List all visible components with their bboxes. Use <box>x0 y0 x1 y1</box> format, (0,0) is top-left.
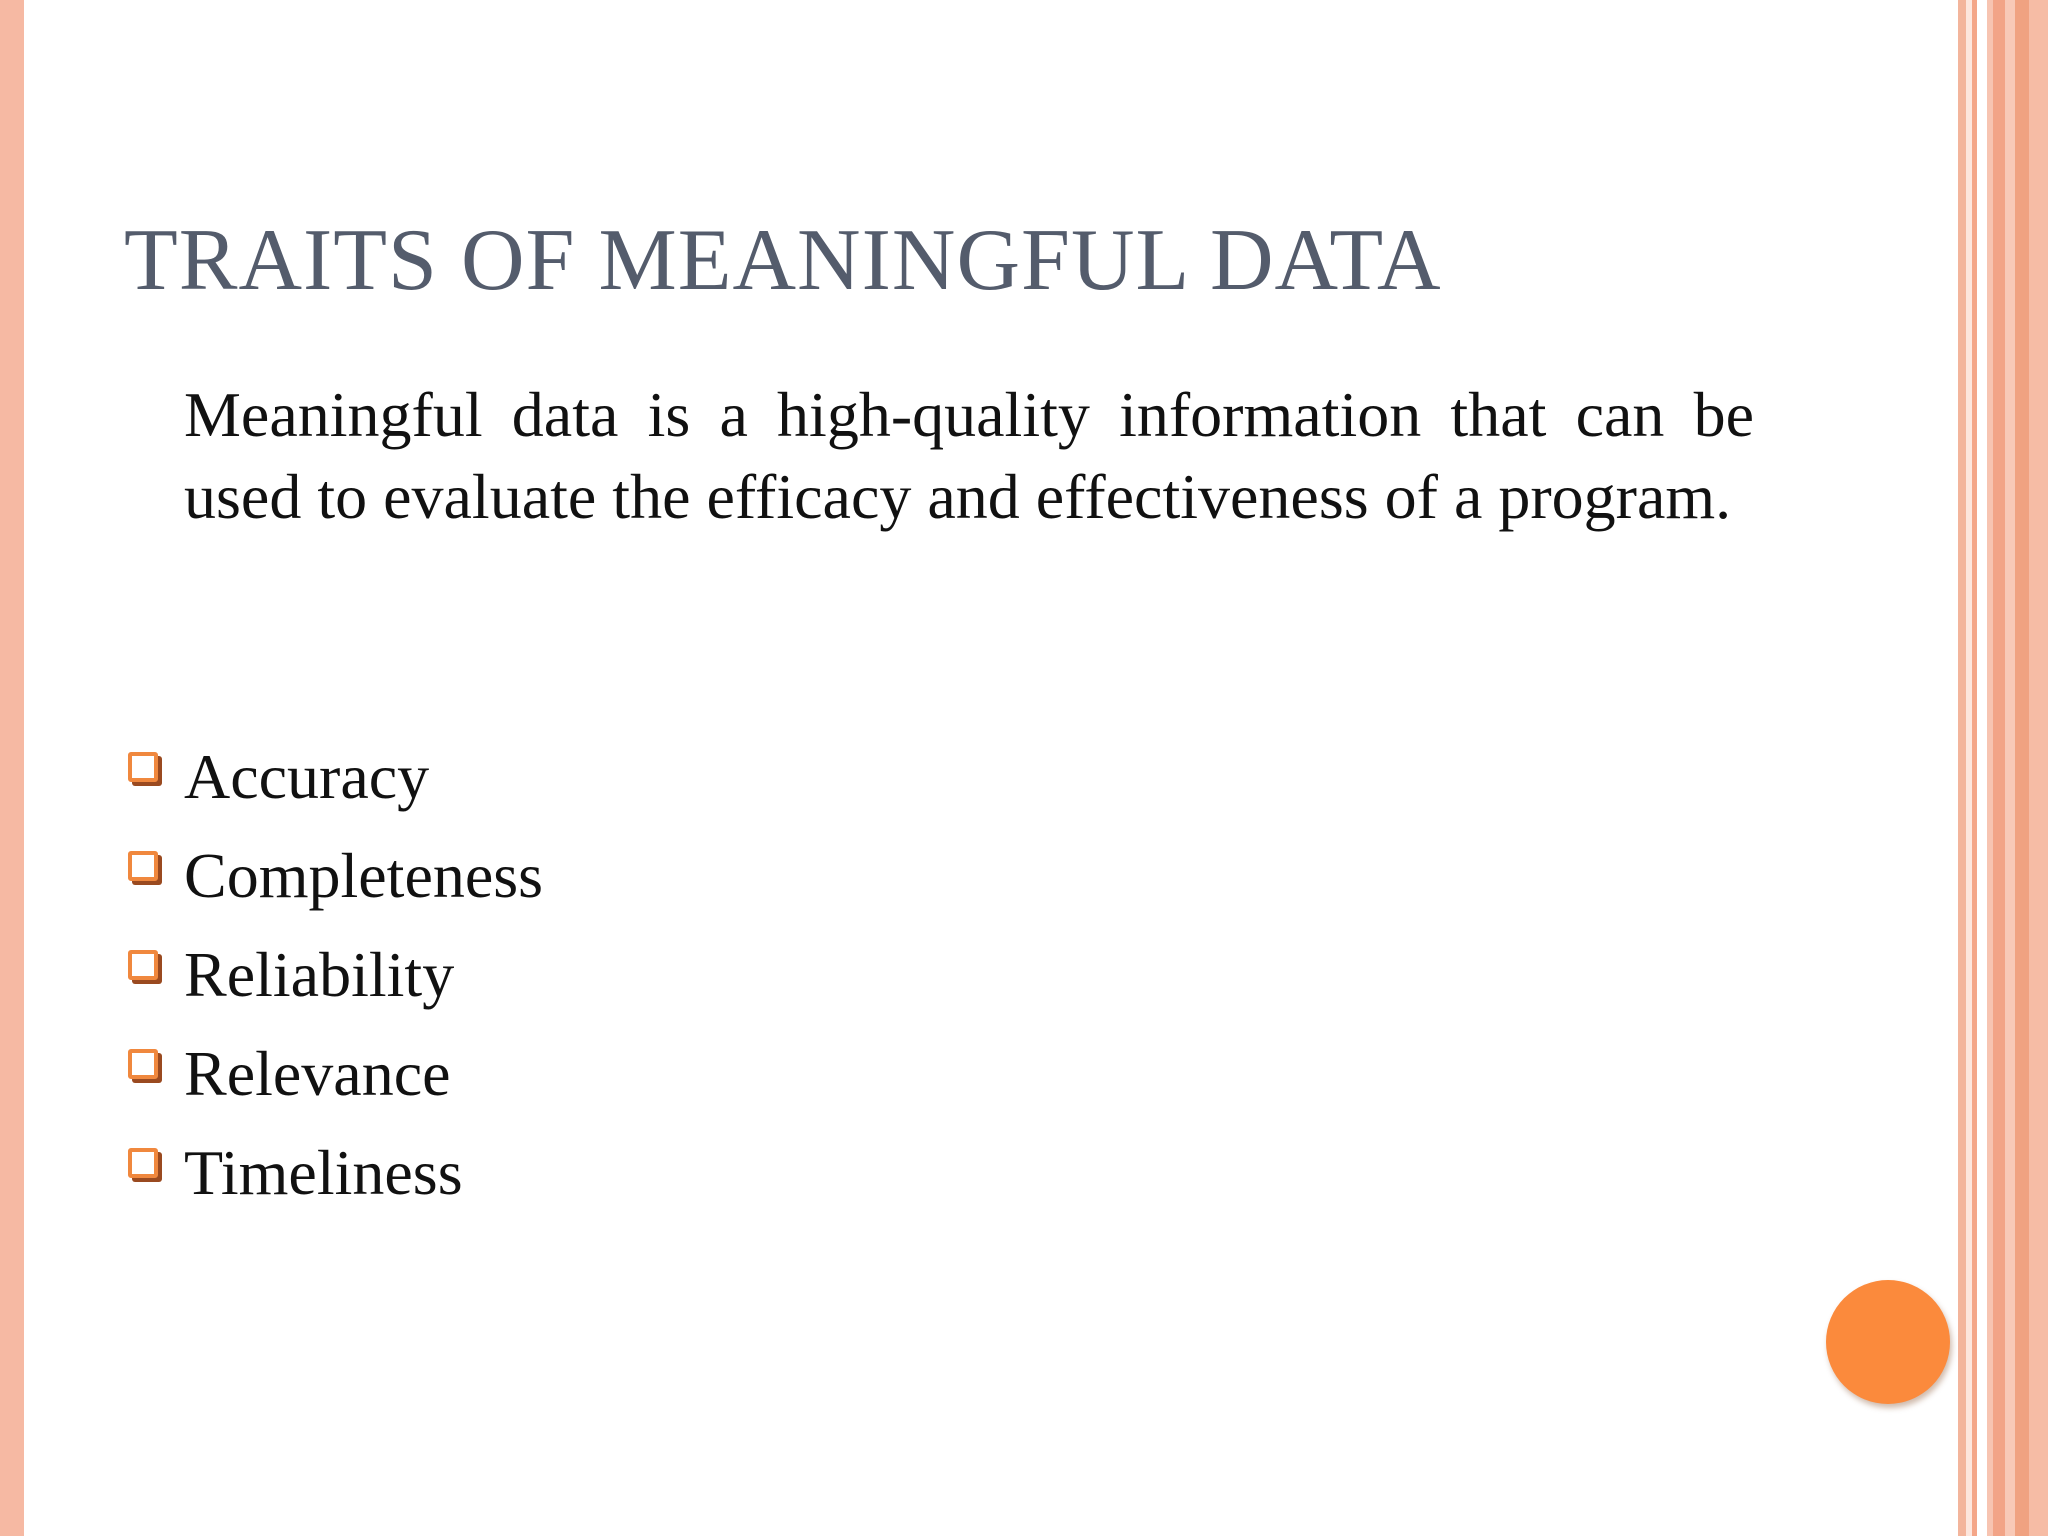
checkbox-square-icon <box>128 950 158 980</box>
list-item <box>124 831 543 930</box>
list-item-label: Accuracy <box>184 741 430 812</box>
decorative-orange-circle <box>1826 1280 1950 1404</box>
checkbox-square-icon <box>128 1148 158 1178</box>
stripe <box>2029 0 2048 1536</box>
slide-title: TRAITS OF MEANINGFUL DATA <box>124 212 1442 309</box>
stripe <box>1958 0 1966 1536</box>
list-item <box>124 1029 543 1128</box>
checkbox-square-icon <box>128 1049 158 1079</box>
stripe <box>1993 0 2005 1536</box>
list-item <box>124 930 543 1029</box>
checkbox-square-icon <box>128 851 158 881</box>
stripe <box>2015 0 2029 1536</box>
stripe <box>1977 0 1987 1536</box>
left-border-stripe <box>0 0 24 1536</box>
list-item-label: Timeliness <box>184 1137 463 1208</box>
traits-list <box>124 732 543 1227</box>
stripe <box>2005 0 2015 1536</box>
list-item <box>124 1128 543 1227</box>
checkbox-square-icon <box>128 752 158 782</box>
intro-paragraph: Meaningful data is a high-quality information that can be used to evaluate the efficacy and effectiveness of a program. <box>184 379 1754 532</box>
list-item-label: Reliability <box>184 939 455 1010</box>
right-border-stripes <box>1958 0 2048 1536</box>
list-item-label: Completeness <box>184 840 544 911</box>
list-item-label: Relevance <box>184 1038 451 1109</box>
list-item <box>124 732 543 831</box>
